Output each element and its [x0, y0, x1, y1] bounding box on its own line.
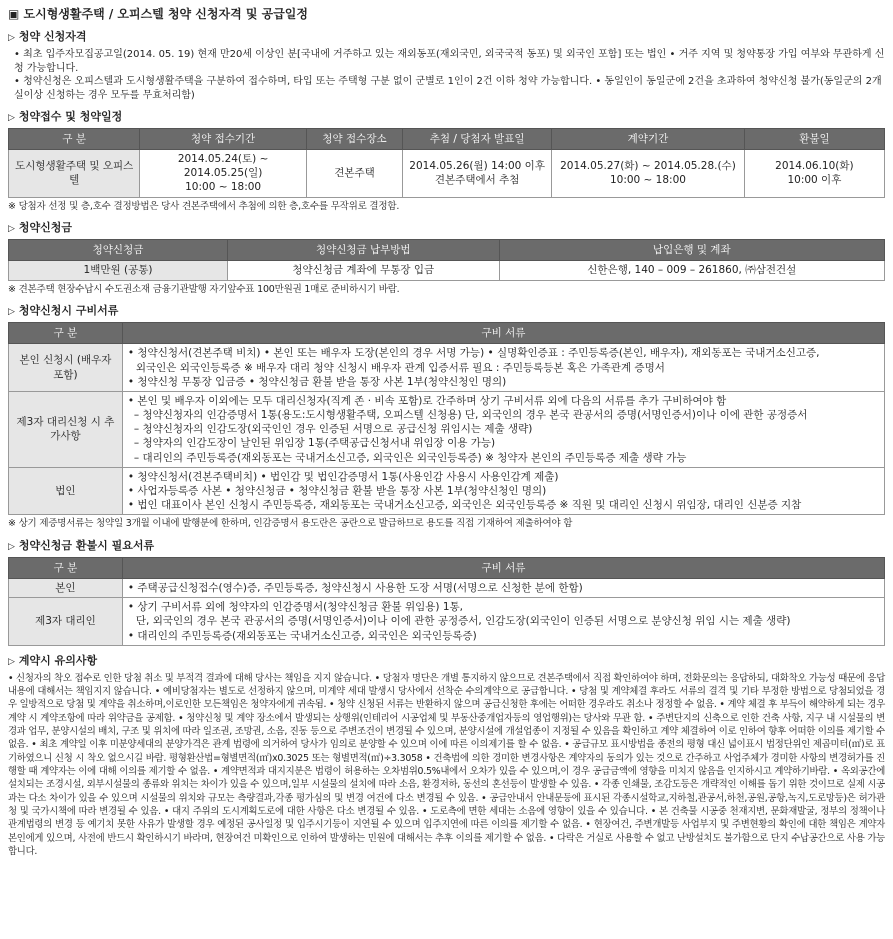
docs-note: ※ 상기 제증명서류는 청약일 3개월 이내에 발행분에 한하며, 인감증명서 용도란은 공란으로 발급하므로 용도를 직접 기재하여 제출하여야 함	[8, 518, 573, 530]
deposit-note: ※ 견본주택 현장수납시 수도권소재 금융기관발행 자기앞수표 100만원권 1매로 준비하시기 바람.	[8, 283, 400, 295]
notice-text: • 신청자의 착오 접수로 인한 당첨 취소 및 부적격 결과에 대해 당사는 책임을 지지 않습니다. • 당첨자 명단은 개별 통지하지 않으므로 견본주택에서 직접 확인하여야 하며, 전화문의는 응답하되, 대화착오 가능성 때문에 응답 내용에 대해서는 책임지지 않습니다. • 예비당첨자는 별도로 선정하지 않으며, 미계약 세대 발생시 당사에서 선착순 수의계약으로 공급합니다. • 당첨 및 계약체결 후라도 서류의 결격 및 기타 부정한 방법으로 당첨되었을 경우 일방적으로 당첨 및 계약을 취소하며,이로인한 모든책임은 청약자에게 귀속됨. • 청약 신청된 서류는 반환하지 않으며 공급신청한 후에는 어떠한 경우라도 취소나 정정할 수 없음. • 계약 체결 후 부득이 해약하게 되는 경우 계약 시 계약조항에 따라 위약금을 공제함. • 청약신청 및 계약 장소에서 발생되는 상행위(인테리어 시공업체 및 부동산중개업자등의 영업행위)는 당사와 무관 함. • 주변단지의 신축으로 인한 건축 사항, 지구 내 시설물의 변경과 업무, 분양시설의 배치, 구조 및 위치에 따라 일조권, 조망권, 소음, 진동 등으로 주변조건이 변경될 수 있으며, 분양시설에 개설업종이 지정될 수 있음을 확인하고 계약 체결하여 이로 인하여 향후 어떠한 이의를 제기할 수 없음. • 최초 계약일 이후 미분양세대의 분양가격은 관계 법령에 의거하여 당사가 임의로 분양할 수 있으며 이에 따른 이의제기를 할 수 없음. • 공급규모 표시방법을 종전의 평형 대신 넓이표시 법정단위인 제곱미터(㎡)로 표기하였으니 신청 시 착오 없으시길 바람. 평형환산법=형별면적(㎡)x0.3025 또는 형별면적(㎡)÷3.3058 • 건축법에 의한 경미한 변경사항은 계약자의 동의가 있는 것으로 간주하고 사업주체가 경미한 사항의 변경허가를 진행할 때 계약자는 이에 대해 이의를 제기할 수 없음. • 계약면적과 대지지분은 법령이 허용하는 오차범위0.5%내에서 오차가 있을 수 있으며,이 경우 공급금액에 영향을 미치지 않음을 인지하시고 계약하기바람. • 옥외공간에 설치되는 조경시설, 외부시설물의 종류와 위치는 차이가 있을 수 있으며,일부 시설물의 설치에 따라 소음, 환경저하, 동선의 혼선등이 발생할 수 있음. • 각종 인쇄물, 조감도등은 개략적인 이해를 돕기 위한 것이므로 실제 시공과는 다소 차이가 있을 수 있으며 시설물의 위치와 규모는 측량결과,각종 평가심의 및 변경 여건에 다소 변경될 수 있음. • 공급안내서 안내문등에 표시된 각종시설학교,지하철,관공서,하천,공원,공항,녹지,도로망등)은 허가관청 및 국가시책에 따라 변경될 수 있음. • 대지 주위의 도시계획도로에 대한 사항은 다소 변경될 수 있음. • 도로측에 면한 세대는 소음에 영향이 있을 수 있습니다. • 본 건축물 시공중 천재지변, 문화재발굴, 정부의 정책이나 관계법령의 변경 등 예기치 못한 사유가 발생할 경우 예정된 공사일정 및 입주시기등이 지연될 수 있으며 입주지연에 따른 이의를 제기할 수 없음. • 현장여건, 주변개발등 사업부지 및 주변현황의 확인에 대한 책임은 계약자 본인에게 있으며, 사전에 반드시 확인하시기 바라며, 현장여건 미확인으로 인하여 발생하는 민원에 대해서는 추후 이의를 제기할 수 없음. • 다락은 거실로 사용할 수 없고 난방설치도 불가함으로 단지 수납공간으로 사용 가능합니다.	[8, 672, 885, 858]
triangle-bullet-icon: ▷	[8, 656, 15, 667]
triangle-bullet-icon: ▷	[8, 33, 15, 44]
triangle-bullet-icon: ▷	[8, 224, 15, 235]
deposit-account: 신한은행, 140 – 009 – 261860, ㈜삼전건설	[499, 261, 884, 280]
qualification-bullets	[8, 48, 885, 102]
triangle-bullet-icon: ▷	[8, 113, 15, 124]
qualification-bullet: • 최초 입주자모집공고일(2014. 05. 19) 현재 만20세 이상인 분[국내에 거주하고 있는 재외동포(재외국민, 외국국적 동포) 및 외국인 포함] 또는 법인 • 거주 지역 및 청약통장 가입 여부와 무관하게 신청 가능합니다.	[14, 49, 885, 74]
refund-row-label: 제3자 대리인	[9, 598, 123, 646]
deposit-method: 청약신청금 계좌에 무통장 입금	[228, 261, 500, 280]
docs-row-content: • 청약신청서(견본주택비치) • 법인감 및 법인감증명서 1통(사용인감 사용시 사용인감계 제출) • 사업자등록증 사본 • 청약신청금 • 청약신청금 환불 받을 통장 사본 1부(청약신청인 명의) • 법인 대표이사 본인 신청시 주민등록증, 재외동포는 국내거소신고증, 외국인은 외국인등록증 ※ 직원 및 대리인 신청시 위임장, 대리인 신분증 지참	[122, 467, 884, 515]
docs-header: 구 분	[9, 323, 123, 344]
section-qualification-heading: ▷ 청약 신청자격	[8, 30, 87, 44]
refund-header: 구 분	[9, 557, 123, 578]
schedule-header: 추첨 / 당첨자 발표일	[403, 128, 552, 149]
docs-row-label: 법인	[9, 467, 123, 515]
schedule-table	[8, 128, 885, 198]
section-docs-heading: ▷ 청약신청시 구비서류	[8, 304, 119, 318]
schedule-refund: 2014.06.10(화) 10:00 이후	[744, 150, 884, 198]
schedule-place: 견본주택	[306, 150, 402, 198]
schedule-draw: 2014.05.26(월) 14:00 이후 견본주택에서 추첨	[403, 150, 552, 198]
schedule-header: 청약 접수기간	[140, 128, 306, 149]
docs-row-label: 제3자 대리신청 시 추가사항	[9, 391, 123, 467]
deposit-table	[8, 239, 885, 280]
section-deposit-heading: ▷ 청약신청금	[8, 221, 73, 235]
qualification-bullet: • 청약신청은 오피스텔과 도시형생활주택을 구분하여 접수하며, 타입 또는 주택형 구분 없이 군별로 1인이 2건 이하 청약 가능합니다. • 동일인이 동일군에 2건을 초과하여 청약신청 불가(동일군의 2개실이상 신청하는 경우 모두를 무효처리함)	[14, 76, 882, 101]
deposit-amount: 1백만원 (공통)	[9, 261, 228, 280]
triangle-bullet-icon: ▷	[8, 542, 15, 553]
schedule-header: 계약기간	[552, 128, 745, 149]
triangle-bullet-icon: ▷	[8, 307, 15, 318]
docs-table	[8, 322, 885, 515]
refund-row-label: 본인	[9, 579, 123, 598]
schedule-header: 구 분	[9, 128, 140, 149]
section-notice-heading: ▷ 계약시 유의사항	[8, 653, 98, 667]
docs-row-content: • 본인 및 배우자 이외에는 모두 대리신청자(직계 존 · 비속 포함)로 간주하며 상기 구비서류 외에 다음의 서류를 추가 구비하여야 함 – 청약신청자의 인감증명서 1통(용도:도시형생활주택, 오피스텔 신청용) 단, 외국인의 경우 본국 관공서의 증명(서명인증서)이나 이에 관한 공정증서 – 청약신청자의 인감도장(외국인인 경우 인증된 서명으로 공급신청 위임시는 제출 생략) – 청약자의 인감도장이 날인된 위임장 1통(주택공급신청서내 위임장 이용 가능) – 대리인의 주민등록증(재외동포는 국내거소신고증, 외국인은 외국인등록증) ※ 청약자 본인의 주민등록증 제출 생략 가능	[122, 391, 884, 467]
schedule-header: 청약 접수장소	[306, 128, 402, 149]
refund-row-content: • 상기 구비서류 외에 청약자의 인감증명서(청약신청금 환불 위임용) 1통, 단, 외국인의 경우 본국 관공서의 증명(서명인증서)이나 이에 관한 공정증서, 인감도장(외국인이 인증된 서명으로 분양신청 위임 시는 제출 생략) • 대리인의 주민등록증(재외동포는 국내거소신고증, 외국인은 외국인등록증)	[122, 598, 884, 646]
section-refund-heading: ▷ 청약신청금 환불시 필요서류	[8, 539, 155, 553]
refund-table	[8, 557, 885, 646]
deposit-header: 청약신청금 납부방법	[228, 240, 500, 261]
refund-row-content: • 주택공급신청접수(영수)증, 주민등록증, 청약신청시 사용한 도장 서명(서명으로 신청한 분에 한함)	[122, 579, 884, 598]
schedule-period: 2014.05.24(토) ~ 2014.05.25(일) 10:00 ~ 18:00	[140, 150, 306, 198]
section-schedule-heading: ▷ 청약접수 및 청약일정	[8, 110, 123, 124]
deposit-header: 청약신청금	[9, 240, 228, 261]
schedule-category: 도시형생활주택 및 오피스텔	[9, 150, 140, 198]
schedule-header: 환불일	[744, 128, 884, 149]
deposit-header: 납입은행 및 계좌	[499, 240, 884, 261]
document-title: ▣ 도시형생활주택 / 오피스텔 청약 신청자격 및 공급일정	[8, 7, 308, 21]
docs-row-label: 본인 신청시 (배우자 포함)	[9, 344, 123, 392]
docs-row-content: • 청약신청서(견본주택 비치) • 본인 또는 배우자 도장(본인의 경우 서명 가능) • 실명확인증표 : 주민등록증(본인, 배우자), 재외동포는 국내거소신고증, 외국인은 외국인등록증 ※ 배우자 대리 청약 신청시 배우자 관계 입증서류 필요 : 주민등록등본 혹은 가족관계 증명서 • 청약신청 무통장 입금증 • 청약신청금 환불 받을 통장 사본 1부(청약신청인 명의)	[122, 344, 884, 392]
schedule-contract: 2014.05.27(화) ~ 2014.05.28.(수) 10:00 ~ 18:00	[552, 150, 745, 198]
schedule-note: ※ 당첨자 선정 및 층,호수 결정방법은 당사 견본주택에서 추첨에 의한 층,호수를 무작위로 결정함.	[8, 200, 400, 212]
refund-header: 구비 서류	[122, 557, 884, 578]
docs-header: 구비 서류	[122, 323, 884, 344]
